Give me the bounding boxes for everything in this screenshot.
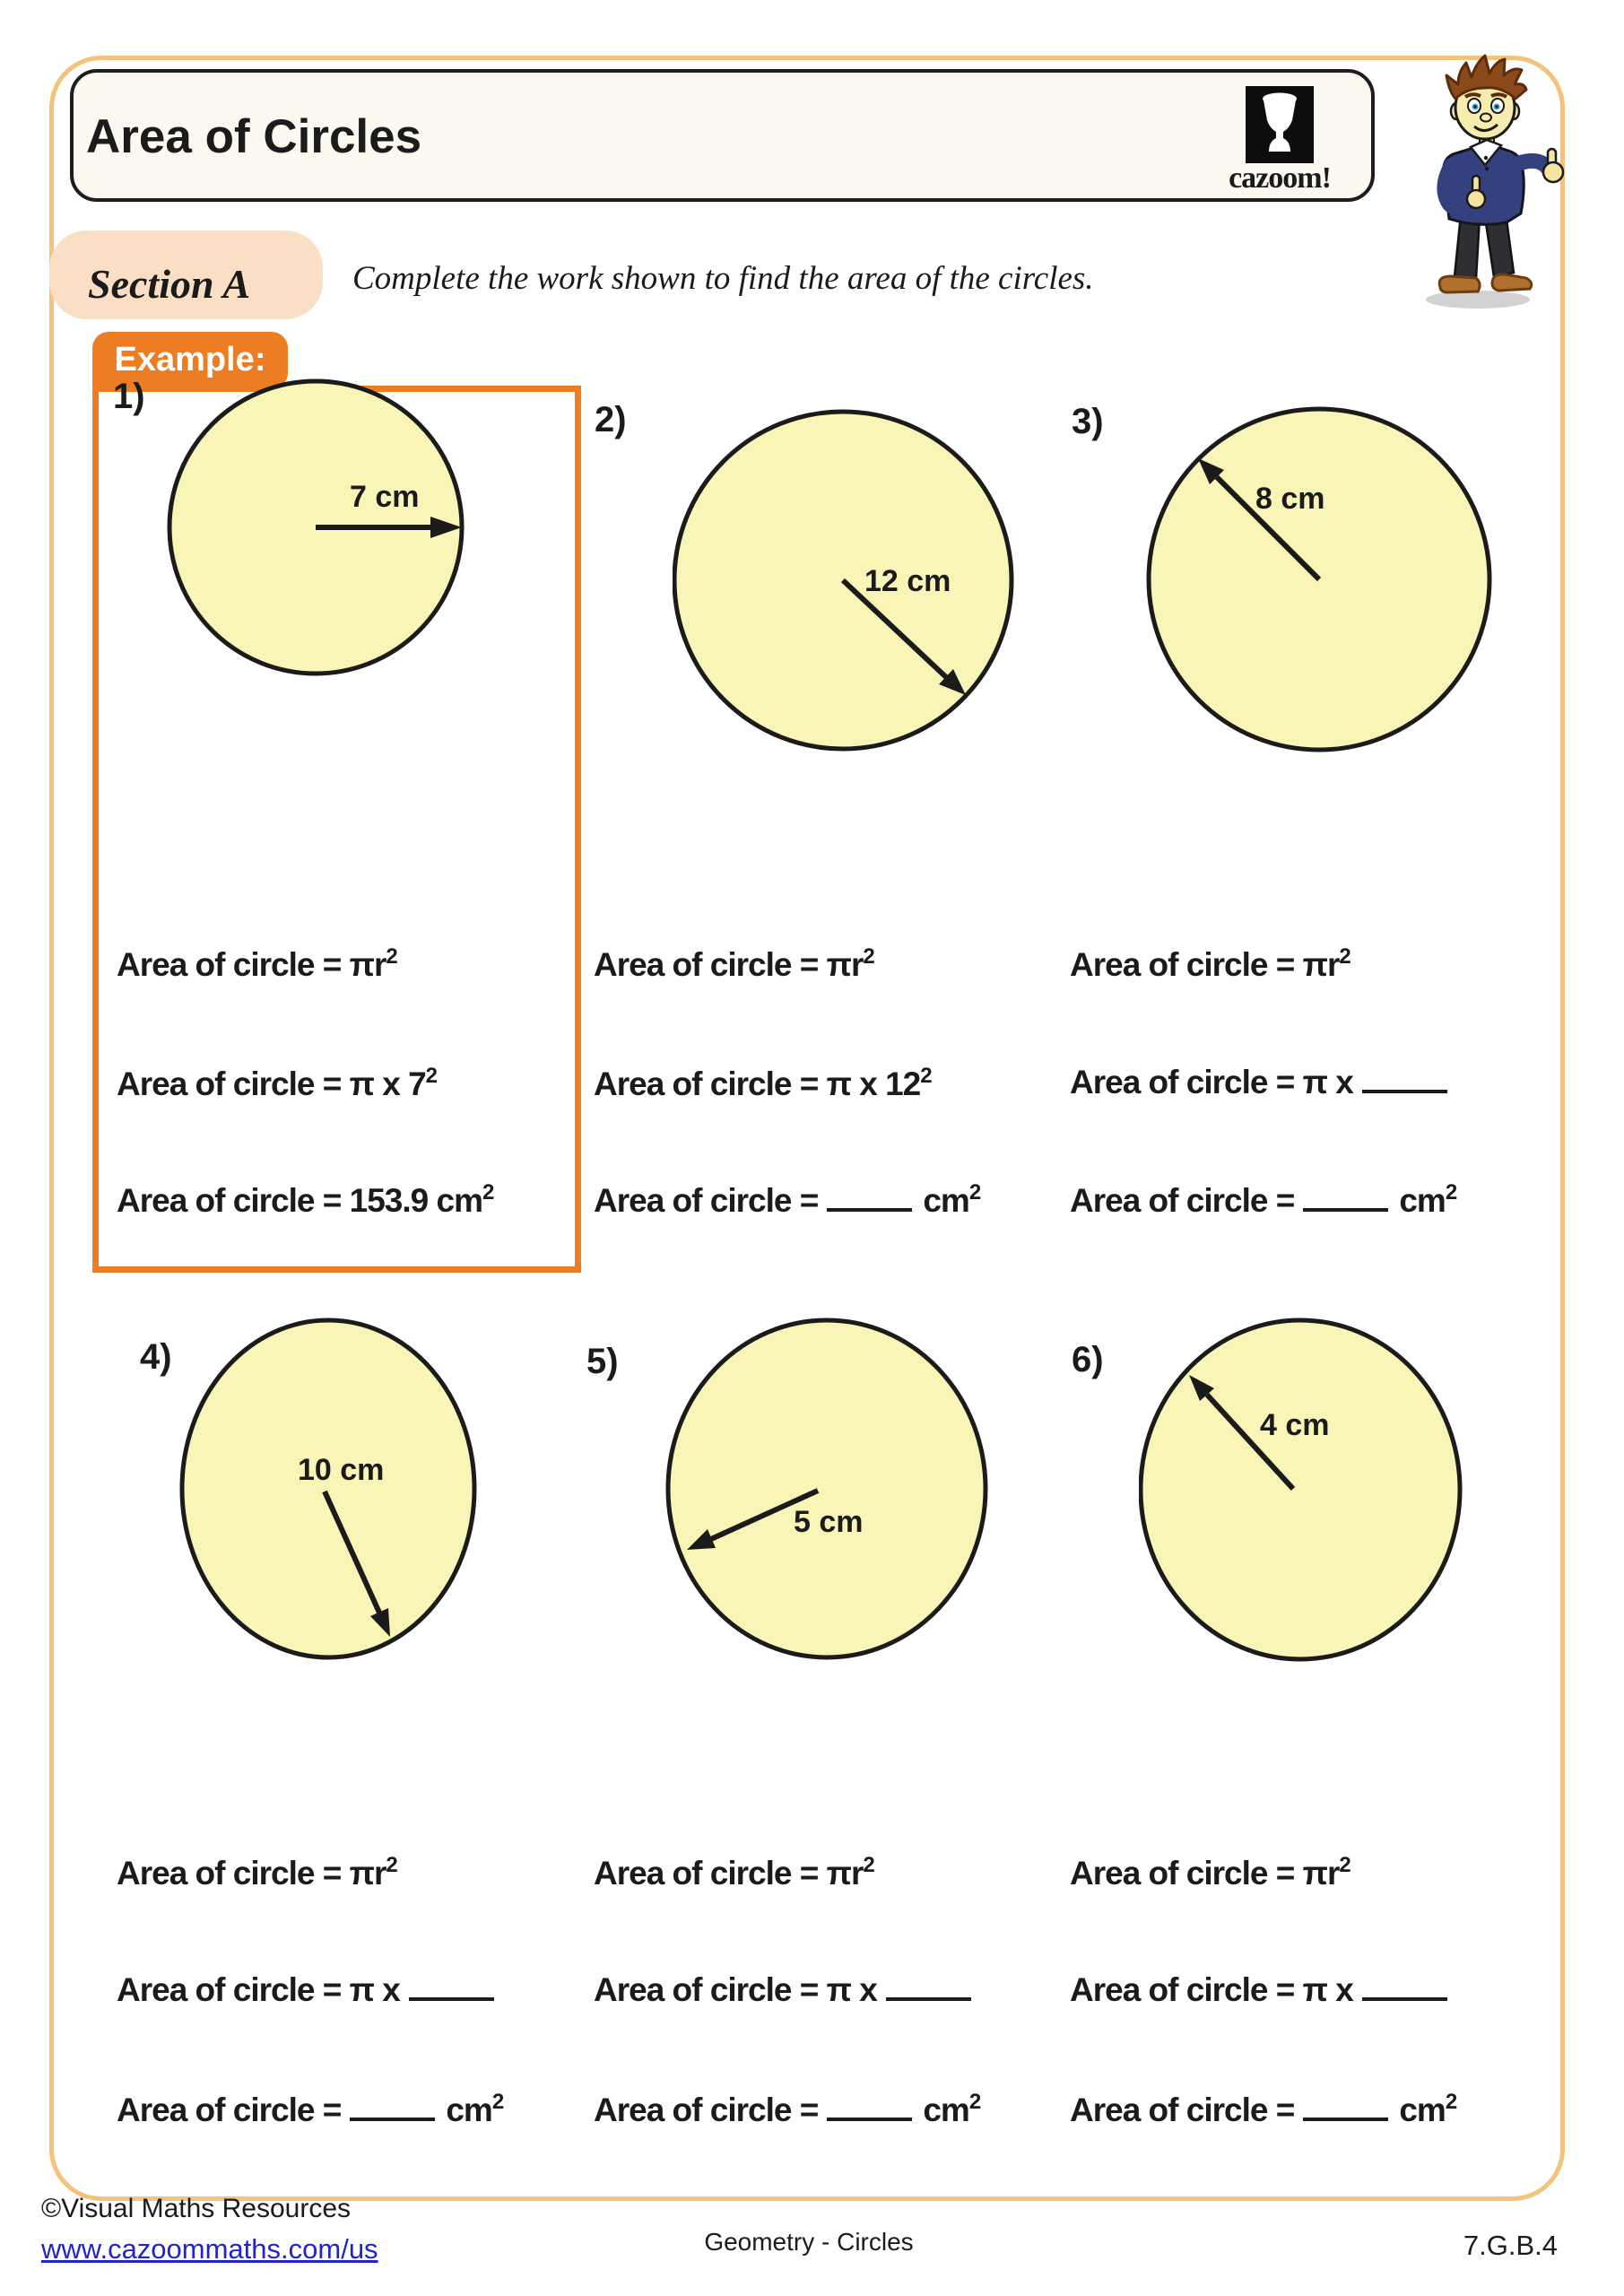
formula-line: Area of circle = π x [1070,1064,1458,1101]
formula-line: Area of circle = π x [1070,1971,1458,2009]
exponent: 2 [863,944,875,969]
example-tag: Example: [92,332,288,389]
circle-figure-1 [166,377,466,682]
exponent: 2 [1445,1180,1458,1205]
problem-number-6: 6) [1072,1340,1104,1379]
cazoom-logo [1212,86,1347,196]
exponent: 2 [1445,2090,1458,2114]
answer-blank [827,1208,912,1212]
radius-label: 7 cm [350,480,420,514]
formula-line: Area of circle = 153.9 $cm^2$ [117,1180,495,1219]
footer-url-link[interactable]: www.cazoommaths.com/us [41,2233,378,2265]
section-a-label: Section A [88,261,251,307]
boy-mascot-illustration [1395,52,1575,312]
formula-line: Area of circle = $cm^2$ [594,1180,982,1219]
formula-line: Area of circle = π x $12^2$ [594,1064,933,1102]
formula-line: Area of circle = $\pi r^2$ [1070,944,1351,983]
circle-figure-5 [665,1317,990,1666]
circle-shape [1141,1320,1460,1659]
formula-line: Area of circle = $\pi r^2$ [594,1853,875,1892]
exponent: 2 [968,1180,982,1205]
circle-figure-6 [1139,1317,1463,1668]
problem-number-4: 4) [140,1337,172,1377]
exponent: 2 [386,944,398,969]
radius-label: 8 cm [1255,482,1325,516]
formula-line: Area of circle = $cm^2$ [1070,1180,1458,1219]
exponent: 2 [968,2090,982,2114]
formula-line: Area of circle = $\pi r^2$ [594,944,875,983]
problem-number-2: 2) [595,400,627,439]
formula-line: Area of circle = π x [117,1971,505,2009]
formula-line: Area of circle = $cm^2$ [117,2090,505,2128]
footer-topic: Geometry - Circles [704,2228,914,2256]
logo-wordmark: cazoom! [1229,161,1331,195]
problem-number-3: 3) [1072,402,1104,441]
radius-label: 5 cm [794,1505,864,1539]
answer-blank [409,1997,494,2001]
footer-copyright: ©Visual Maths Resources [41,2194,352,2223]
answer-blank [827,2118,912,2121]
problem-number-5: 5) [586,1342,619,1381]
exponent: 2 [920,1064,933,1088]
footer-standard-code: 7.G.B.4 [1463,2230,1558,2261]
answer-blank [350,2118,435,2121]
formula-line: Area of circle = π x $7^2$ [117,1064,439,1102]
exponent: 2 [482,1180,495,1205]
circle-figure-2 [673,408,1018,753]
formula-line: Area of circle = $\pi r^2$ [117,944,398,983]
exponent: 2 [1339,1853,1351,1877]
exponent: 2 [1339,944,1351,969]
answer-blank [886,1997,971,2001]
exponent: 2 [386,1853,398,1877]
answer-blank [1362,1090,1447,1093]
circle-figure-4 [179,1317,480,1666]
circle-shape [668,1320,986,1657]
exponent: 2 [491,2090,505,2114]
formula-line: Area of circle = $\pi r^2$ [117,1853,398,1892]
formula-line: Area of circle = $cm^2$ [1070,2090,1458,2128]
exponent: 2 [863,1853,875,1877]
circle-shape [182,1320,474,1657]
circle-figure-3 [1146,404,1496,755]
answer-blank [1362,1997,1447,2001]
radius-label: 4 cm [1260,1408,1330,1442]
answer-blank [1303,2118,1388,2121]
djembe-drum-icon [1246,86,1314,163]
formula-line: Area of circle = $cm^2$ [594,2090,982,2128]
answer-blank [1303,1208,1388,1212]
formula-line: Area of circle = π x [594,1971,982,2009]
radius-label: 10 cm [298,1453,385,1487]
problem-number-1: 1) [113,377,145,416]
radius-label: 12 cm [864,564,951,598]
section-instruction: Complete the work shown to find the area of the circles. [352,260,1094,297]
formula-line: Area of circle = $\pi r^2$ [1070,1853,1351,1892]
exponent: 2 [425,1064,439,1088]
page-title: Area of Circles [86,110,422,163]
mascot-shadow [1426,291,1530,309]
